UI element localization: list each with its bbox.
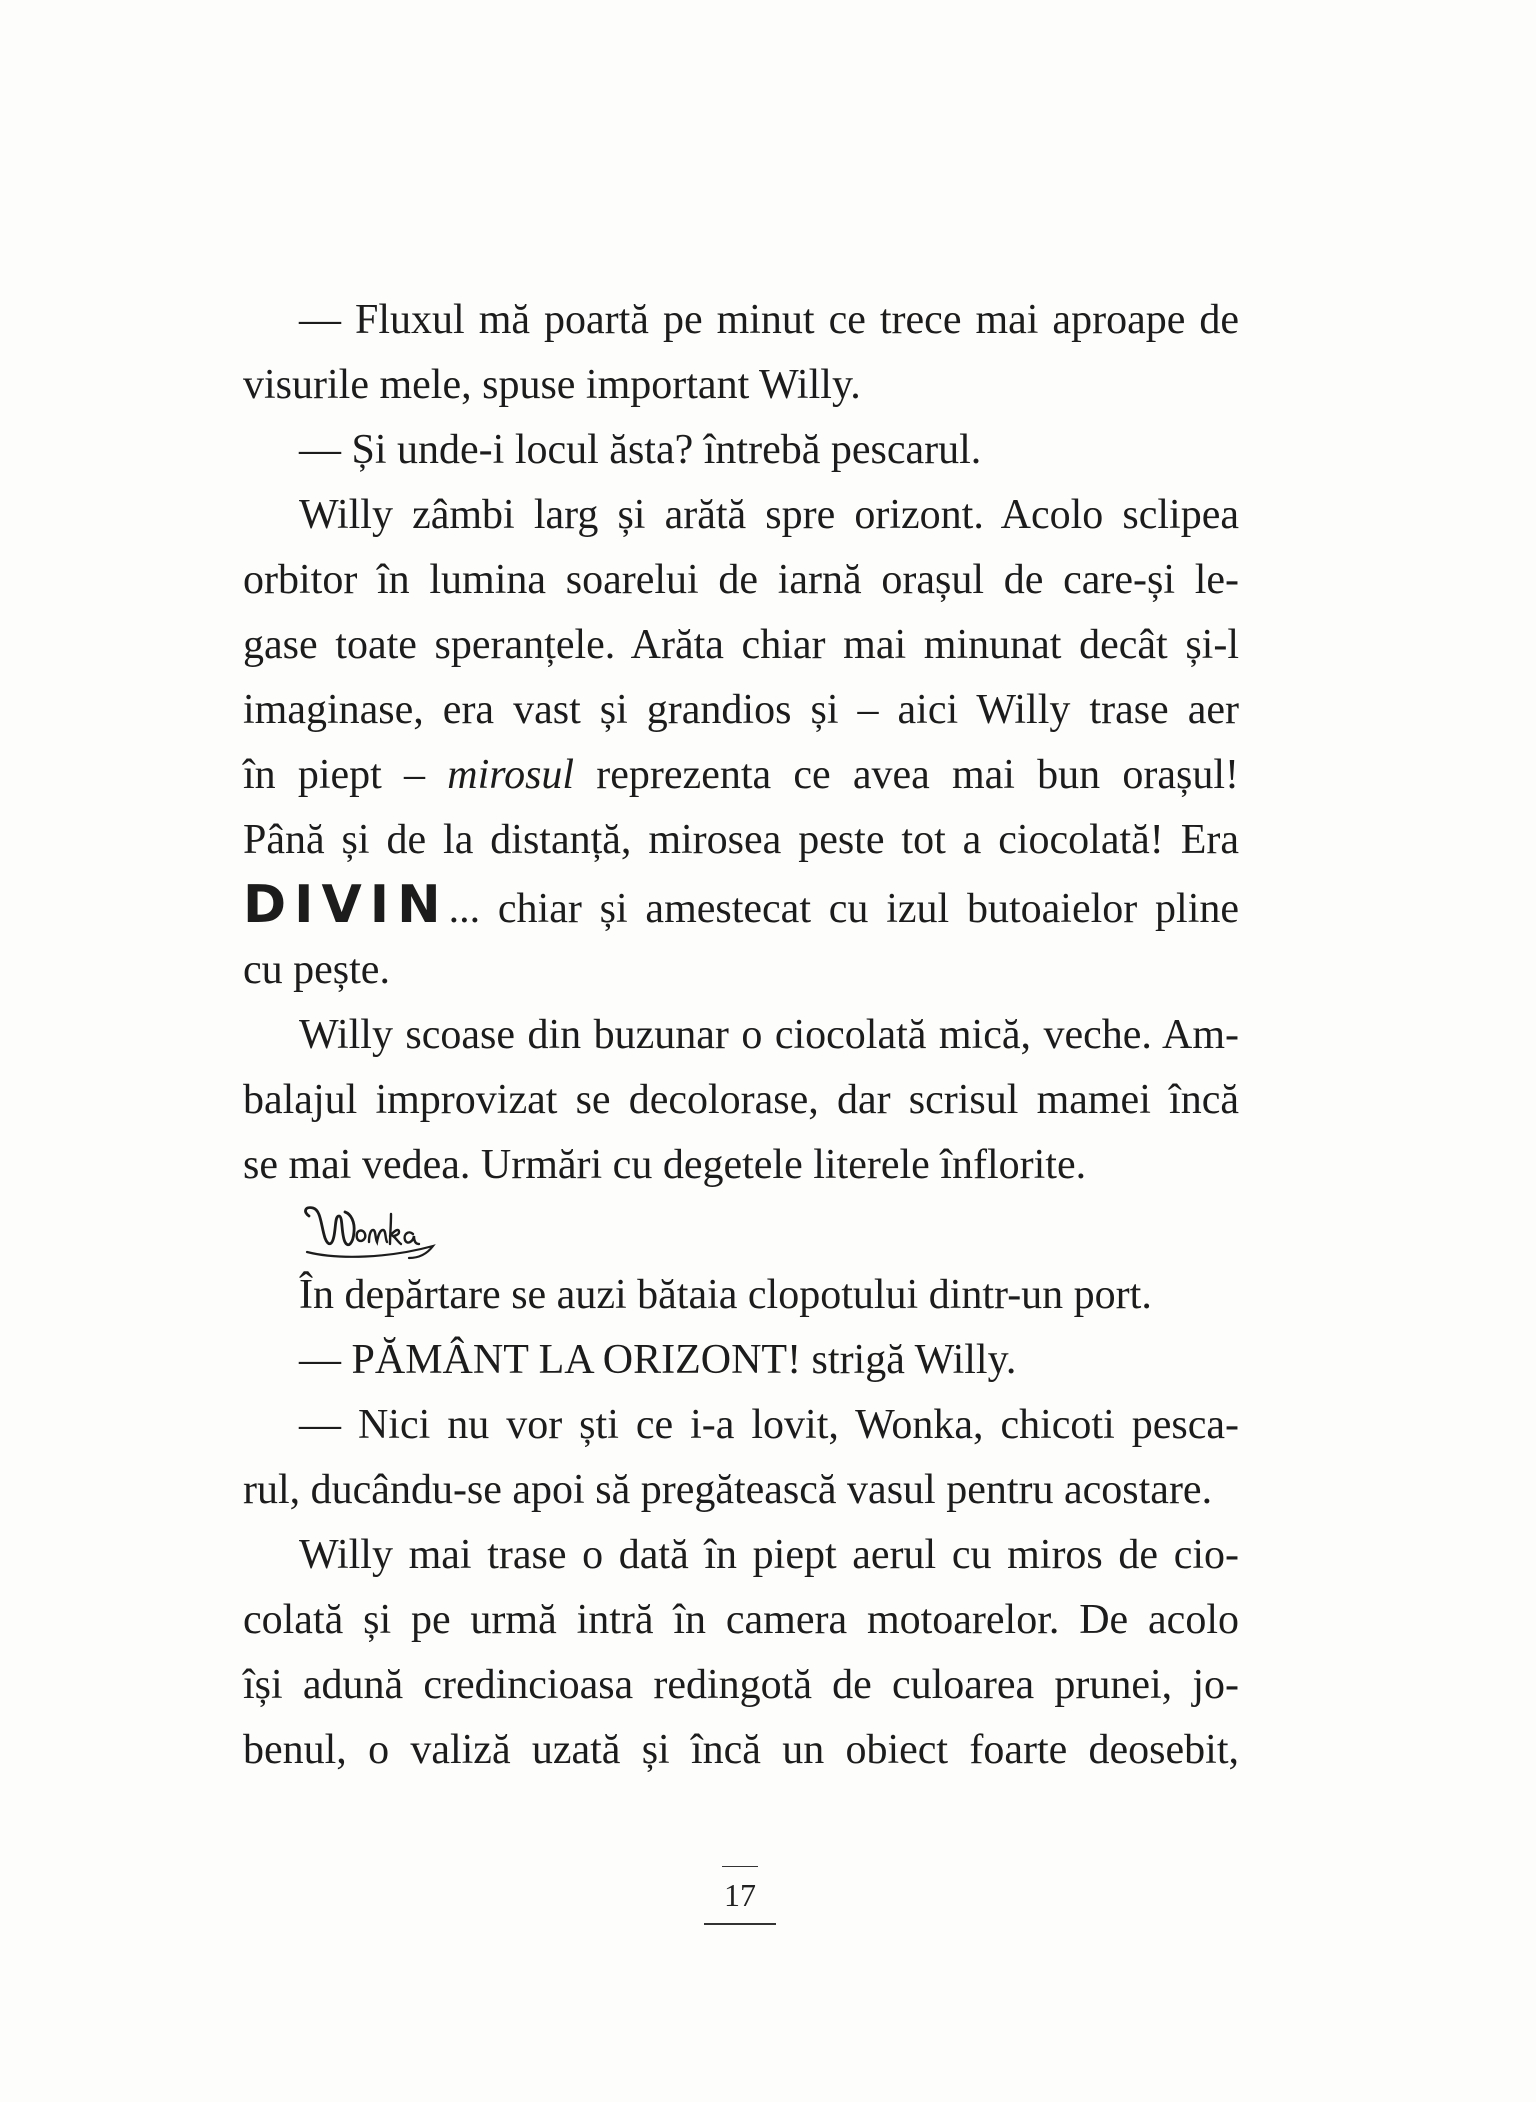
text-line-14: se mai vedea. Urmări cu degetele literele înflorite. bbox=[243, 1142, 1087, 1188]
text-line-18: — Nici nu vor ști ce i-a lovit, Wonka, chicoti pesca- bbox=[299, 1402, 1239, 1448]
text-line-20: Willy mai trase o dată în piept aerul cu miros de cio- bbox=[299, 1532, 1239, 1578]
text-line-12: Willy scoase din buzunar o ciocolată mică, veche. Am- bbox=[299, 1012, 1239, 1058]
text-line-3: — Și unde-i locul ăsta? întrebă pescarul. bbox=[299, 427, 982, 473]
wonka-script-icon bbox=[299, 1204, 439, 1262]
wonka-logo-line bbox=[243, 1198, 1239, 1263]
text-line-13: balajul improvizat se decolorase, dar scrisul mamei încă bbox=[243, 1077, 1239, 1123]
text-line-10 bbox=[243, 873, 1239, 938]
text-line-8-before: în piept – bbox=[243, 752, 448, 798]
text-line-16: În depărtare se auzi bătaia clopotului dintr-un port. bbox=[299, 1272, 1152, 1318]
text-line-23: benul, o valiză uzată și încă un obiect foarte deosebit, bbox=[243, 1727, 1239, 1773]
text-line-10-after: ... chiar și amestecat cu izul butoaielor pline bbox=[448, 886, 1239, 932]
wonka-logo bbox=[299, 1204, 439, 1262]
text-line-19: rul, ducându-se apoi să pregătească vasul pentru acostare. bbox=[243, 1467, 1213, 1513]
text-line-6: gase toate speranțele. Arăta chiar mai minunat decât și-l bbox=[243, 622, 1239, 668]
text-line-22: își adună credincioasa redingotă de culoarea prunei, jo- bbox=[243, 1662, 1239, 1708]
text-line-8 bbox=[243, 743, 1239, 808]
text-line-11: cu pește. bbox=[243, 947, 390, 993]
italic-word: mirosul bbox=[447, 752, 575, 798]
page-number: 17 bbox=[724, 1877, 756, 1913]
text-line-21: colată și pe urmă intră în camera motoarelor. De acolo bbox=[243, 1597, 1239, 1643]
emphasis-word-divin: DIVIN bbox=[243, 875, 449, 935]
text-line-1: — Fluxul mă poartă pe minut ce trece mai aproape de bbox=[299, 297, 1239, 343]
text-line-9: Până și de la distanță, mirosea peste tot a ciocolată! Era bbox=[243, 817, 1239, 863]
text-line-2: visurile mele, spuse important Willy. bbox=[243, 362, 861, 408]
text-line-8-after: reprezenta ce avea mai bun orașul! bbox=[574, 752, 1239, 798]
text-line-17: — PĂMÂNT LA ORIZONT! strigă Willy. bbox=[299, 1337, 1017, 1383]
text-line-5: orbitor în lumina soarelui de iarnă orașul de care-și le- bbox=[243, 557, 1239, 603]
text-block bbox=[243, 288, 1239, 1783]
text-line-4: Willy zâmbi larg și arătă spre orizont. Acolo sclipea bbox=[299, 492, 1239, 538]
page-number-area bbox=[700, 1866, 780, 1925]
page-number-bottom-rule bbox=[704, 1923, 776, 1925]
text-line-7: imaginase, era vast și grandios și – aici Willy trase aer bbox=[243, 687, 1239, 733]
page-number-top-rule bbox=[722, 1866, 758, 1867]
